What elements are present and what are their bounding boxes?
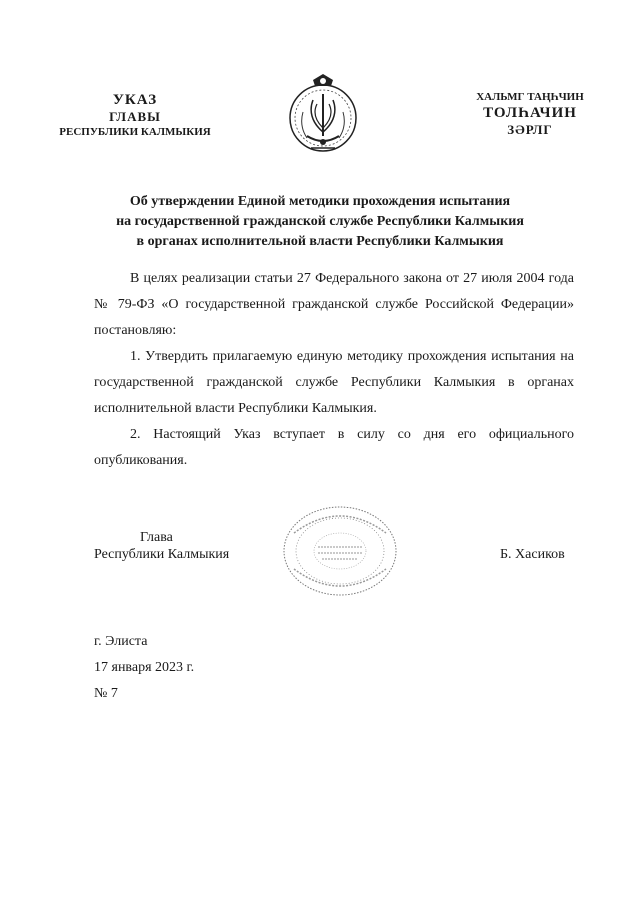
kalmykia-coat-of-arms-icon bbox=[283, 72, 363, 158]
signature-org: Республики Калмыкия bbox=[94, 547, 230, 562]
header-right-line1: ХАЛЬМГ ТАҢҺЧИН bbox=[476, 91, 584, 103]
footer-number: № 7 bbox=[94, 686, 118, 701]
header-right-line2: ТОЛҺАЧИН bbox=[483, 105, 577, 121]
paragraph-preamble: В целях реализации статьи 27 Федерального закона от 27 июля 2004 года № 79-ФЗ «О государственной гражданской службе Российской Федерации» постановляю: bbox=[94, 271, 574, 338]
header-left-line1: УКАЗ bbox=[112, 92, 158, 108]
paragraph-item-2: 2. Настоящий Указ вступает в силу со дня его официального опубликования. bbox=[94, 427, 574, 468]
signature-title: Глава bbox=[140, 530, 173, 545]
header-right-line3: ЗӘРЛГ bbox=[507, 122, 553, 137]
document-title bbox=[60, 192, 580, 252]
footer-city: г. Элиста bbox=[94, 634, 148, 649]
title-line1: Об утверждении Единой методики прохождения испытания bbox=[129, 194, 511, 209]
header-left-line2: ГЛАВЫ bbox=[109, 109, 161, 124]
header-right bbox=[450, 90, 610, 138]
paragraph-item-1: 1. Утвердить прилагаемую единую методику прохождения испытания на государственной гражданской службе Республики Калмыкия в органах исполнительной власти Республики Калмыкия. bbox=[94, 349, 574, 416]
signature-name: Б. Хасиков bbox=[500, 547, 565, 562]
title-line3: в органах исполнительной власти Республики Калмыкия bbox=[136, 234, 504, 249]
header-left bbox=[40, 92, 230, 140]
official-seal-icon bbox=[280, 503, 398, 599]
header-left-line3: РЕСПУБЛИКИ КАЛМЫКИЯ bbox=[59, 126, 211, 138]
footer-date: 17 января 2023 г. bbox=[94, 660, 195, 675]
title-line2: на государственной гражданской службе Республики Калмыкия bbox=[116, 214, 524, 229]
